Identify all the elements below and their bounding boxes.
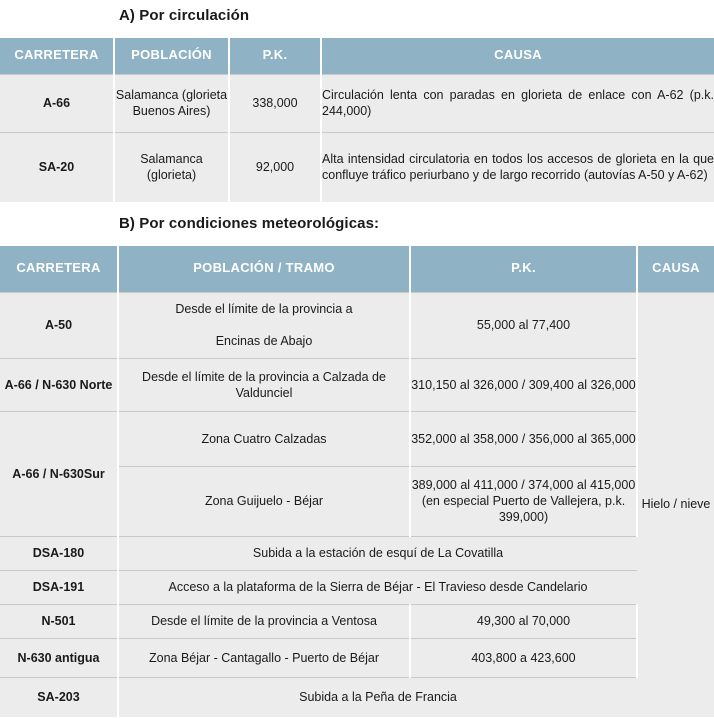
cell-tramo [118, 292, 410, 358]
col-header-pk: P.K. [410, 246, 637, 292]
table-row [0, 411, 714, 466]
col-header-carretera: CARRETERA [0, 246, 118, 292]
cell-carretera: A-66 / N-630 Norte [0, 358, 118, 411]
cell-carretera: SA-203 [0, 677, 118, 717]
cell-carretera: DSA-191 [0, 570, 118, 604]
cell-pk: 55,000 al 77,400 [410, 292, 637, 358]
col-header-poblacion-tramo: POBLACIÓN / TRAMO [118, 246, 410, 292]
cell-tramo: Desde el límite de la provincia a Ventosa [118, 604, 410, 638]
cell-tramo-line1: Desde el límite de la provincia a [175, 302, 353, 316]
cell-poblacion: Salamanca (glorieta Buenos Aires) [114, 74, 229, 132]
cell-causa: Circulación lenta con paradas en glorieta de enlace con A-62 (p.k. 244,000) [321, 74, 714, 132]
cell-tramo: Desde el límite de la provincia a Calzada de Valdunciel [118, 358, 410, 411]
cell-poblacion: Salamanca (glorieta) [114, 132, 229, 202]
cell-pk: 352,000 al 358,000 / 356,000 al 365,000 [410, 411, 637, 466]
cell-carretera: A-66 [0, 74, 114, 132]
table-row [0, 638, 714, 677]
cell-tramo: Zona Guijuelo - Béjar [118, 466, 410, 536]
table-circulacion [0, 38, 714, 202]
cell-carretera: N-501 [0, 604, 118, 638]
cell-causa-merged: Hielo / nieve [637, 292, 714, 717]
col-header-causa: CAUSA [637, 246, 714, 292]
cell-carretera: DSA-180 [0, 536, 118, 570]
cell-pk: 403,800 a 423,600 [410, 638, 637, 677]
cell-carretera: SA-20 [0, 132, 114, 202]
table-row [0, 292, 714, 358]
col-header-poblacion: POBLACIÓN [114, 38, 229, 74]
table-a-header-row [0, 38, 714, 74]
table-row [0, 677, 714, 717]
table-meteorologicas [0, 246, 714, 717]
cell-causa: Alta intensidad circulatoria en todos los accesos de glorieta en la que confluye tráfico periurbano y de largo recorrido (autovías A-50 y A-62) [321, 132, 714, 202]
col-header-carretera: CARRETERA [0, 38, 114, 74]
cell-pk: 389,000 al 411,000 / 374,000 al 415,000 (en especial Puerto de Vallejera, p.k. 399,000) [410, 466, 637, 536]
col-header-causa: CAUSA [321, 38, 714, 74]
cell-tramo-gap [119, 317, 409, 333]
table-row [0, 74, 714, 132]
table-row [0, 358, 714, 411]
cell-tramo: Zona Cuatro Calzadas [118, 411, 410, 466]
cell-carretera: N-630 antigua [0, 638, 118, 677]
cell-pk: 338,000 [229, 74, 321, 132]
table-row [0, 536, 714, 570]
table-row [0, 604, 714, 638]
cell-pk: 310,150 al 326,000 / 309,400 al 326,000 [410, 358, 637, 411]
table-row [0, 132, 714, 202]
table-b-header-row [0, 246, 714, 292]
cell-tramo-line2: Encinas de Abajo [215, 334, 313, 348]
cell-carretera: A-50 [0, 292, 118, 358]
section-b-title: B) Por condiciones meteorológicas: [119, 215, 380, 232]
col-header-pk: P.K. [229, 38, 321, 74]
section-a-title: A) Por circulación [119, 7, 250, 24]
cell-tramo: Acceso a la plataforma de la Sierra de Béjar - El Travieso desde Candelario [118, 570, 637, 604]
cell-tramo: Subida a la estación de esquí de La Covatilla [118, 536, 637, 570]
cell-carretera: A-66 / N-630Sur [0, 411, 118, 536]
table-row [0, 570, 714, 604]
cell-pk: 92,000 [229, 132, 321, 202]
cell-tramo: Zona Béjar - Cantagallo - Puerto de Béjar [118, 638, 410, 677]
cell-pk: 49,300 al 70,000 [410, 604, 637, 638]
cell-tramo: Subida a la Peña de Francia [118, 677, 637, 717]
